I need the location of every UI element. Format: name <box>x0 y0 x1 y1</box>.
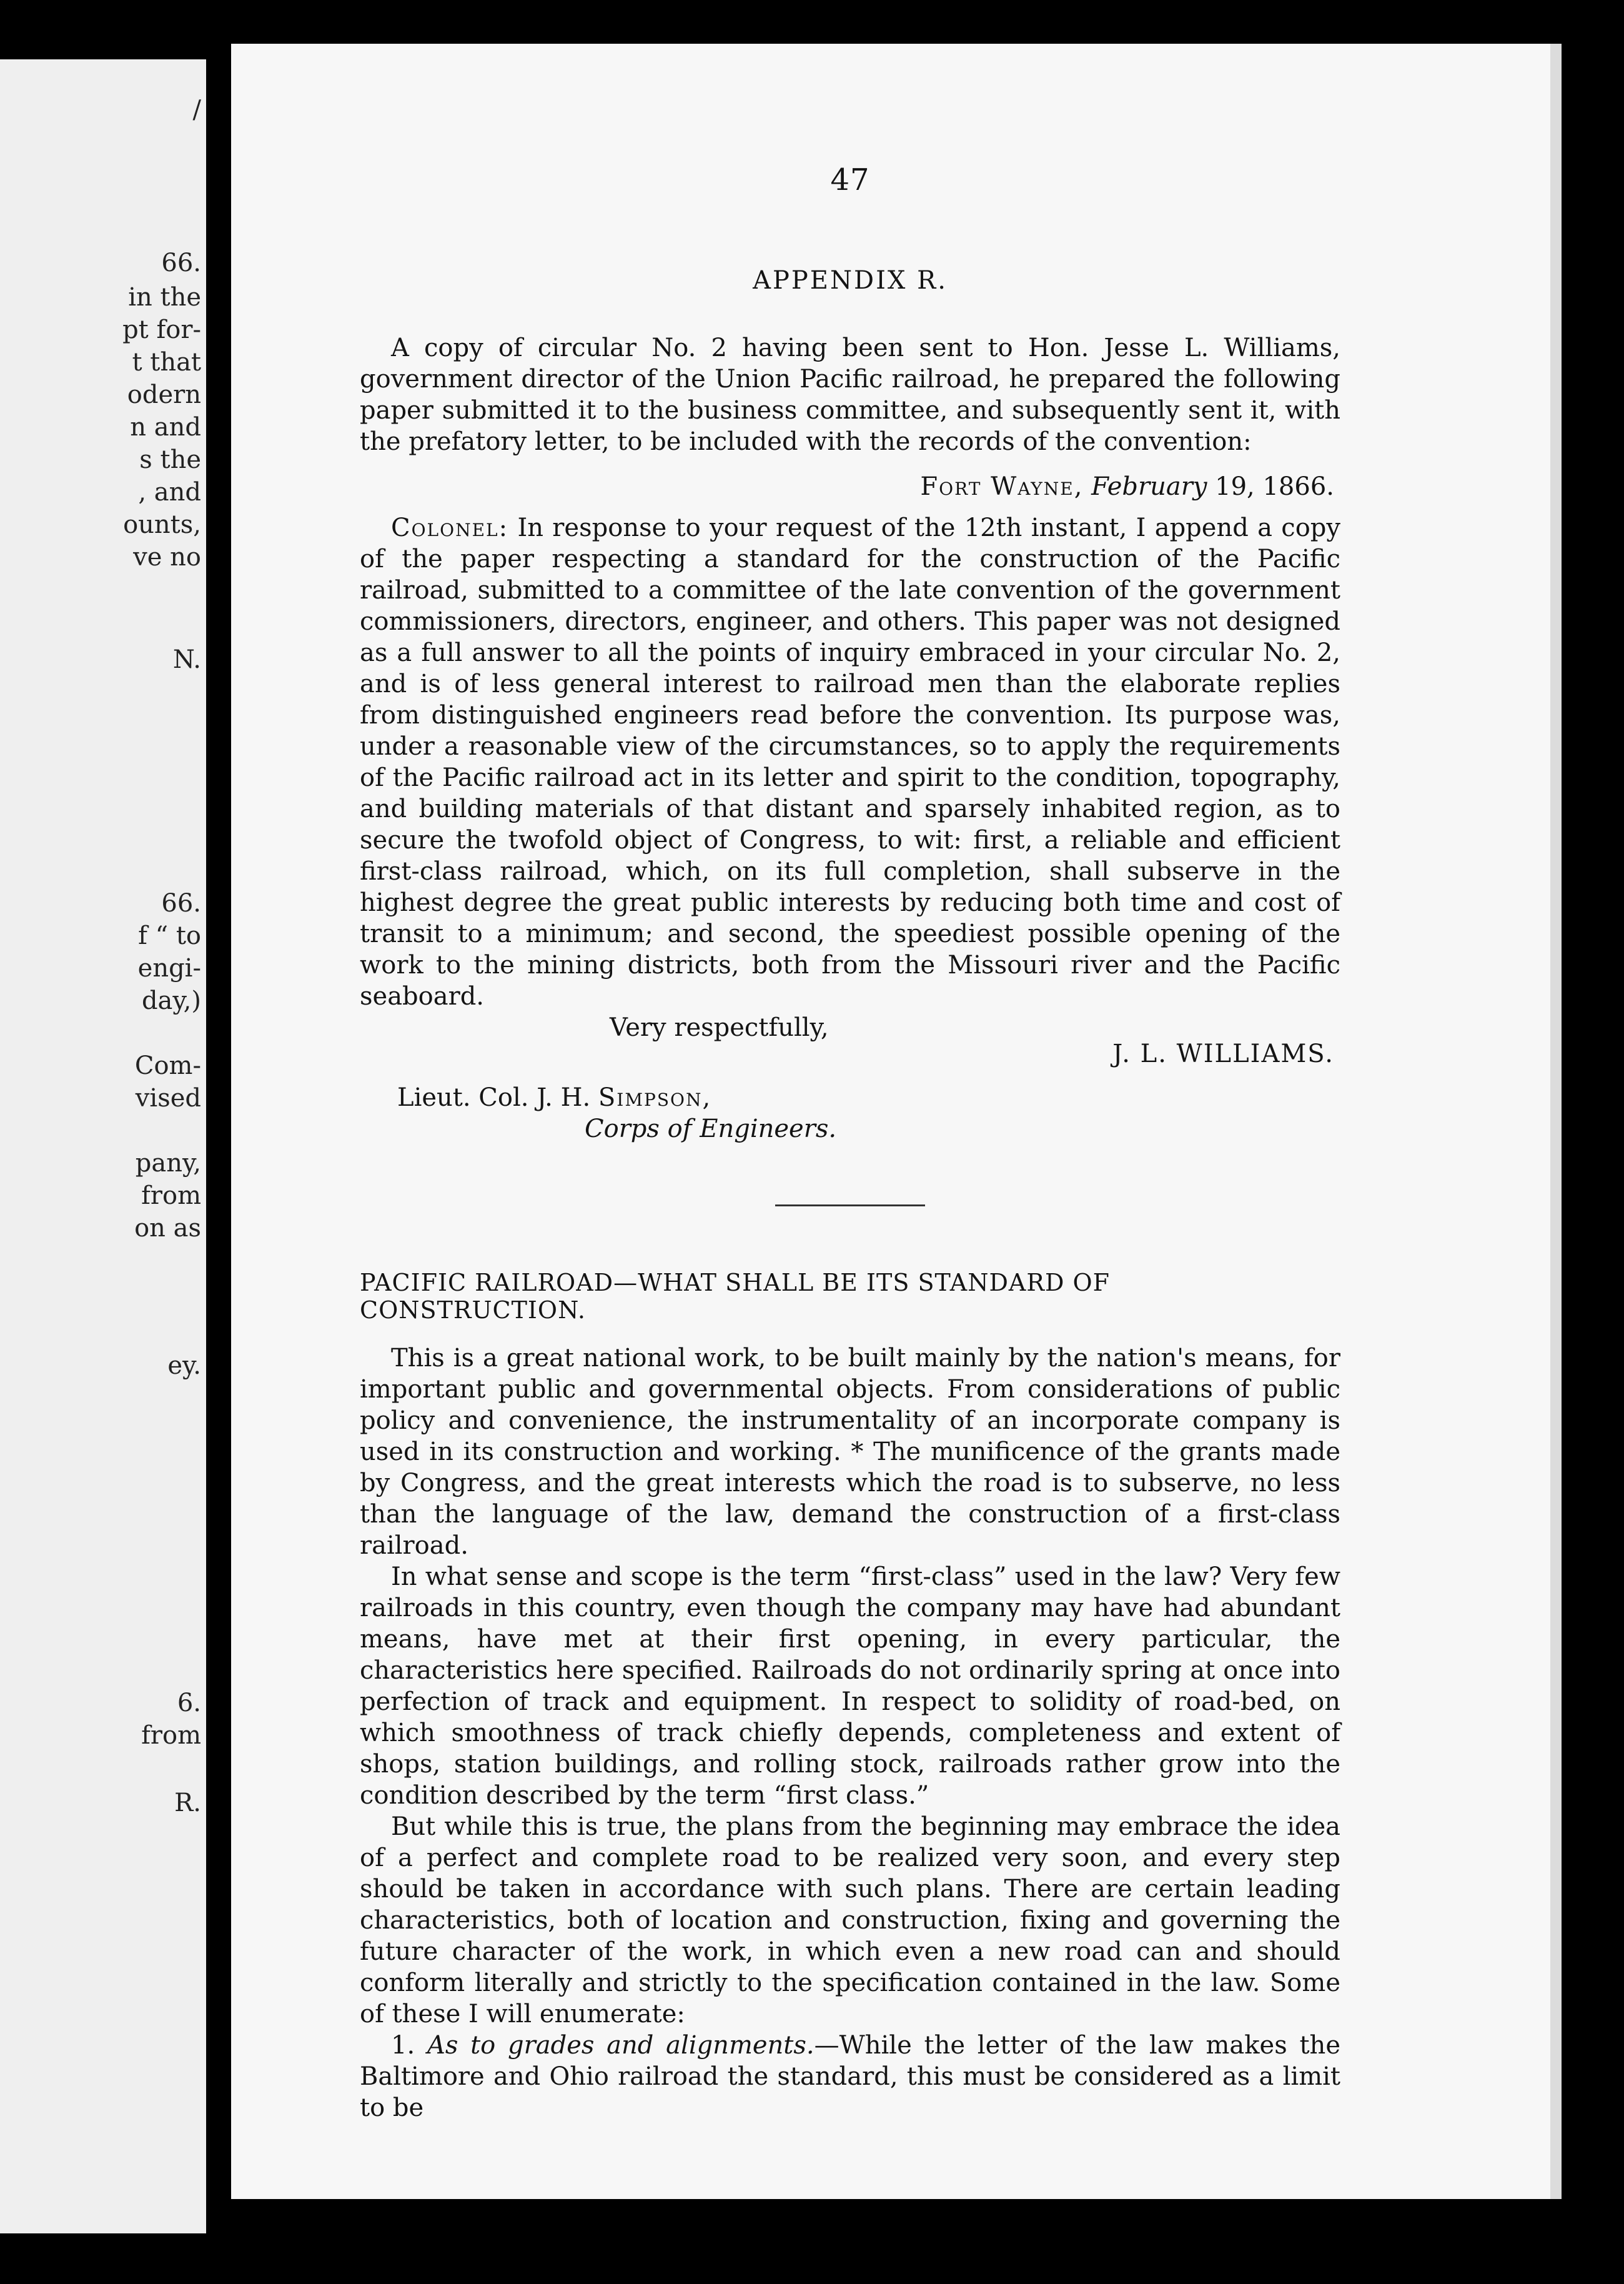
letter-body: In response to your request of the 12th instant, I append a copy of the paper respecting a standard for the construction of the Pacific railroad, submitted to a committee of the late convention of the government commissioners, directors, engineer, and others. This paper was not designed as a full answer to all the points of inquiry embraced in your circular No. 2, and is of less general interest to railroad men than the elaborate replies from distinguished engineers read before the convention. Its purpose was, under a reasonable view of the circumstances, so to apply the requirements of the Pacific railroad act in its letter and spirit to the condition, topography, and building materials of that distant and sparsely inhabited region, as to secure the twofold object of Congress, to wit: first, a reliable and efficient first-class railroad, which, on its full completion, shall subserve in the highest degree the great public interests by reducing both time and cost of transit to a minimum; and second, the speediest possible opening of the work to the mining districts, both from the Missouri river and the Pacific seaboard. <box>360 514 1340 1011</box>
section-divider <box>775 1204 925 1206</box>
section-heading: PACIFIC RAILROAD—WHAT SHALL BE ITS STANDARD OF CONSTRUCTION. <box>360 1269 1111 1324</box>
facing-page-fragment: Com- <box>134 1051 201 1080</box>
item-number: 1. <box>391 2031 415 2060</box>
dateline <box>360 471 1340 502</box>
item-text: —While the letter of the law makes the Baltimore and Ohio railroad the standard, this must be considered as a limit to be <box>360 2031 1340 2122</box>
facing-page-fragment: ounts, <box>123 510 201 539</box>
document-page <box>231 44 1562 2199</box>
facing-page-fragment: f “ to <box>138 921 201 950</box>
letter-paragraph <box>360 512 1340 1012</box>
facing-page-fragment: R. <box>174 1789 201 1817</box>
facing-page-fragment: odern <box>127 380 201 409</box>
body-paragraph-3: But while this is true, the plans from the beginning may embrace the idea of a perfect and complete road to be realized very soon, and every step should be taken in accordance with such plans. There are certain leading characteristics, both of location and construction, fixing and governing the future character of the work, in which even a new road can and should conform literally and strictly to the specification contained in the law. Some of these I will enumerate: <box>360 1812 1340 2028</box>
body-paragraph-1: This is a great national work, to be built mainly by the nation's means, for important public and governmental objects. From considerations of public policy and convenience, the instrumentality of an incorporate company is used in its construction and working. * The munificence of the grants made by Congress, and the great interests which the road is to subserve, no less than the language of the law, demand the construction of a first-class railroad. <box>360 1344 1340 1560</box>
body-paragraph-4 <box>360 2030 1340 2123</box>
facing-page-fragment: t that <box>132 348 201 377</box>
facing-page-fragment: vised <box>135 1084 201 1113</box>
facing-page-fragment: day,) <box>141 986 201 1015</box>
body-paragraph-2: In what sense and scope is the term “first-class” used in the law? Very few railroads in this country, even though the company may have had abundant means, have met at their first opening, in every particular, the characteristics here specified. Railroads do not ordinarily spring at once into perfection of track and equipment. In respect to solidity of road-bed, on which smoothness of track chiefly depends, completeness and extent of shops, station buildings, and rolling stock, railroads rather grow into the condition described by the term “first class.” <box>360 1562 1340 1810</box>
appendix-title: APPENDIX R. <box>753 266 948 295</box>
page-number: 47 <box>830 162 870 197</box>
addressee-title: Corps of Engineers. <box>585 1115 837 1143</box>
facing-page-fragment: from <box>141 1721 201 1750</box>
facing-page-fragment: 66. <box>161 249 201 277</box>
dateline-month: February <box>1091 472 1207 501</box>
facing-page-fragment: ve no <box>133 543 201 572</box>
facing-page-fragment: N. <box>172 645 201 674</box>
facing-page-fragment: 66. <box>161 889 201 918</box>
facing-page-fragment: / <box>192 96 201 124</box>
facing-page-fragment: pany, <box>135 1149 201 1178</box>
facing-page-edge <box>0 59 206 2233</box>
facing-page-fragment: engi- <box>137 954 201 983</box>
facing-page-fragment: on as <box>134 1214 201 1243</box>
signature: J. L. WILLIAMS. <box>1112 1040 1334 1068</box>
salutation: Colonel: <box>391 514 509 542</box>
page-content <box>360 162 1340 2123</box>
intro-paragraph: A copy of circular No. 2 having been sent to Hon. Jesse L. Williams, government director of the Union Pacific railroad, he prepared the following paper submitted it to the business committee, and subsequently sent it, with the prefatory letter, to be included with the records of the convention: <box>360 334 1340 456</box>
addressee-name: Simpson, <box>598 1083 712 1112</box>
facing-page-fragment: 6. <box>177 1689 201 1717</box>
facing-page-fragment: in the <box>128 283 201 312</box>
facing-page-fragment: pt for- <box>122 315 201 344</box>
dateline-rest: 19, 1866. <box>1215 472 1334 501</box>
addressee-prefix: Lieut. Col. J. H. <box>397 1083 591 1112</box>
item-heading: As to grades and alignments. <box>427 2031 814 2060</box>
dateline-place: Fort Wayne, <box>920 472 1084 501</box>
addressee-line <box>360 1082 1340 1113</box>
facing-page-fragment: from <box>141 1181 201 1210</box>
closing: Very respectfully, <box>610 1013 829 1042</box>
facing-page-fragment: n and <box>130 413 201 442</box>
facing-page-fragment: , and <box>138 478 201 507</box>
facing-page-fragment: ey. <box>167 1351 201 1380</box>
facing-page-fragment: s the <box>139 445 201 474</box>
